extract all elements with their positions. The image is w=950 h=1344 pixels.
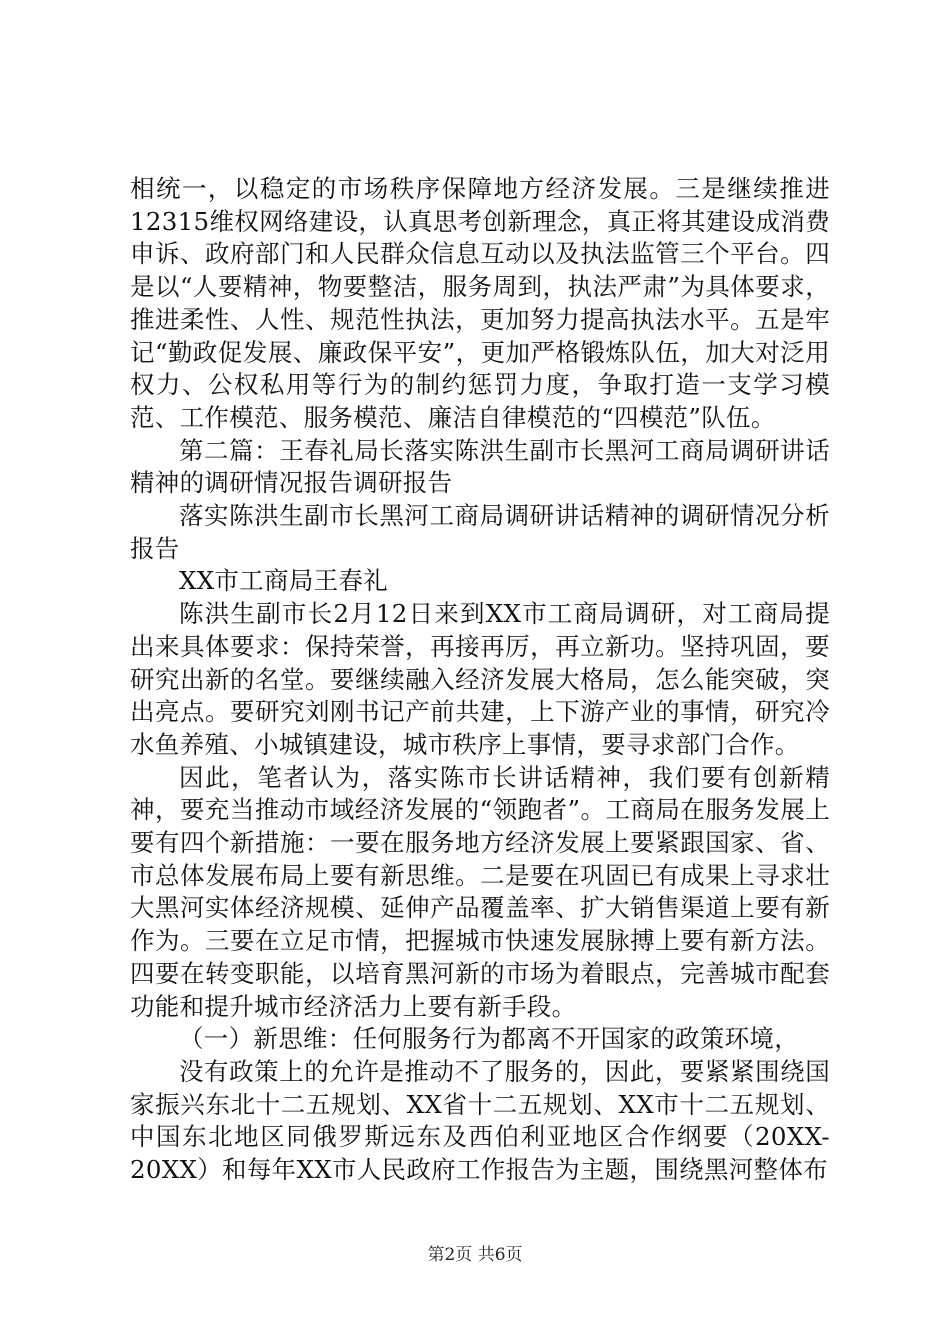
author-line: XX市工商局王春礼: [179, 566, 389, 596]
subsection-heading: （一）新思维：任何服务行为都离不开国家的政策环境，: [179, 1024, 799, 1054]
page-number-footer: 第2页 共6页: [427, 1245, 523, 1265]
paragraph-continuation: 相统一，以稳定的市场秩序保障地方经济发展。三是继续推进12315维权网络建设，认真思考创新理念，真正将其建设成消费申诉、政府部门和人民群众信息互动以及执法监管三个平台。四是以“人要精神，物要整洁，服务周到，执法严肃”为具体要求，推进柔性、人性、规范性执法，更加努力提高执法水平。五是牢记“勤政促发展、廉政保平安”，更加严格锻炼队伍，加大对泛用权力、公权私用等行为的制约惩罚力度，争取打造一支学习模范、工作模范、服务模范、廉洁自律模范的“四模范”队伍。: [130, 174, 830, 432]
paragraph: 没有政策上的允许是推动不了服务的，因此，要紧紧围绕国家振兴东北十二五规划、XX省十二五规划、XX市十二五规划、中国东北地区同俄罗斯远东及西伯利亚地区合作纲要（20XX-20XX）和每年XX市人民政府工作报告为主题，围绕黑河整体布: [130, 1056, 830, 1185]
paragraph: 因此，笔者认为，落实陈市长讲话精神，我们要有创新精神，要充当推动市域经济发展的“领跑者”。工商局在服务发展上要有四个新措施：一要在服务地方经济发展上要紧跟国家、省、市总体发展布局上要有新思维。二是要在巩固已有成果上寻求壮大黑河实体经济规模、延伸产品覆盖率、扩大销售渠道上要有新作为。三要在立足市情，把握城市快速发展脉搏上要有新方法。四要在转变职能，以培育黑河新的市场为着眼点，完善城市配套功能和提升城市经济活力上要有新手段。: [130, 762, 830, 1021]
report-title: 落实陈洪生副市长黑河工商局调研讲话精神的调研情况分析报告: [130, 501, 830, 563]
section-heading: 第二篇：王春礼局长落实陈洪生副市长黑河工商局调研讲话精神的调研情况报告调研报告: [130, 435, 830, 498]
document-body: [130, 173, 830, 1187]
paragraph: 陈洪生副市长2月12日来到XX市工商局调研，对工商局提出来具体要求：保持荣誉，再接再厉，再立新功。坚持巩固，要研究出新的名堂。要继续融入经济发展大格局，怎么能突破，突出亮点。要研究刘刚书记产前共建，上下游产业的事情，研究冷水鱼养殖、小城镇建设，城市秩序上事情，要寻求部门合作。: [130, 599, 830, 759]
